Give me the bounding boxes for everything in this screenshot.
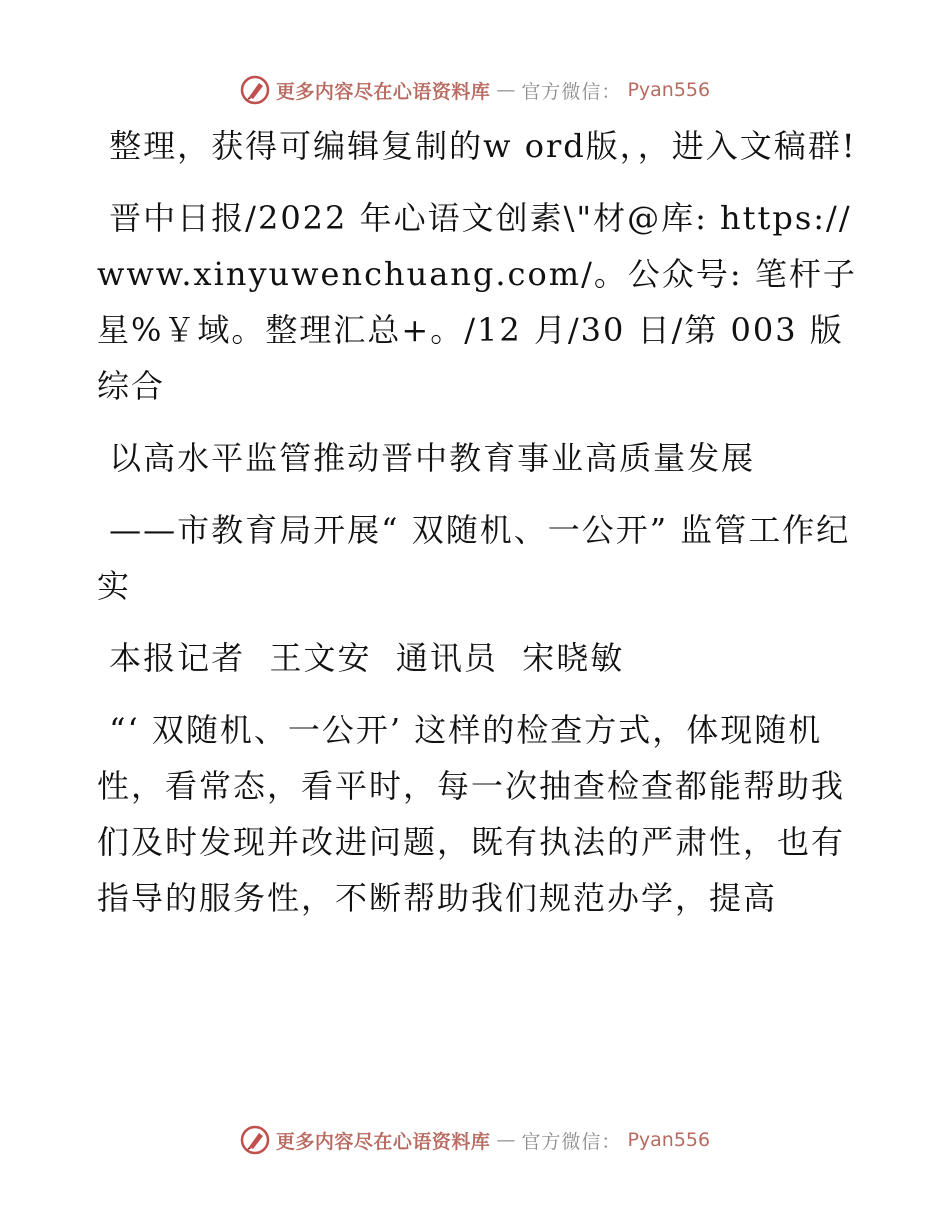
pen-nib-logo-icon — [240, 1125, 270, 1155]
banner-official-label: 官方微信： — [521, 80, 622, 103]
byline: 本报记者 王文安 通讯员 宋晓敏 — [97, 639, 625, 677]
banner-dash: — — [496, 1129, 516, 1151]
footer-watermark-banner — [0, 1120, 950, 1160]
body-paragraph: “‘ 双随机、一公开’ 这样的检查方式，体现随机性，看常态，看平时，每一次抽查检查都能帮助我们及时发现并改进问题，既有执法的严肃性，也有指导的服务性，不断帮助我们规范办学，提高 — [97, 711, 846, 917]
document-body — [97, 118, 857, 942]
intro-paragraph: 整理，获得可编辑复制的w ord版，，进入文稿群! — [97, 127, 857, 165]
article-subtitle: ——市教育局开展“ 双随机、一公开” 监管工作纪实 — [97, 511, 851, 605]
banner-wechat-id: Pyan556 — [627, 79, 711, 101]
source-info-paragraph: 晋中日报/2022 年心语文创素\"材@库: https://www.xinyuwenchuang.com/。公众号: 笔杆子星%￥域。整理汇总+。/12 月/30 日/第 003 版综合 — [97, 199, 857, 405]
pen-nib-logo-icon — [240, 75, 270, 105]
article-title: 以高水平监管推动晋中教育事业高质量发展 — [97, 439, 756, 477]
banner-site-text: 更多内容尽在心语资料库 — [275, 80, 491, 103]
banner-official-label: 官方微信： — [521, 1130, 622, 1153]
banner-wechat-id: Pyan556 — [627, 1129, 711, 1151]
header-watermark-banner — [0, 70, 950, 110]
banner-site-text: 更多内容尽在心语资料库 — [275, 1130, 491, 1153]
banner-dash: — — [496, 79, 516, 101]
